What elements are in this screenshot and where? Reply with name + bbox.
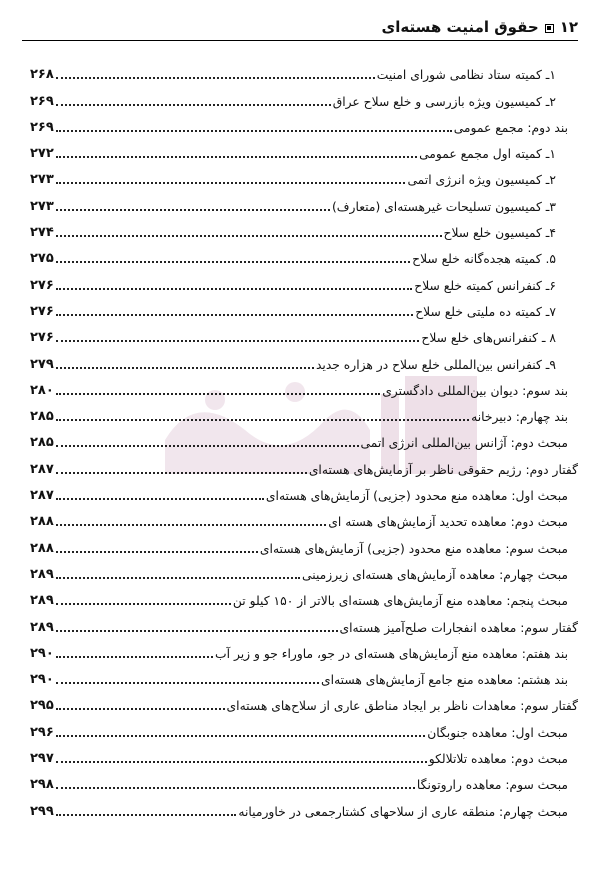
toc-entry-page: ۲۹۵ <box>30 698 54 714</box>
toc-entry-page: ۲۷۶ <box>30 277 54 293</box>
dot-leader <box>56 209 330 211</box>
toc-entry-title: ۴ـ کمیسیون خلع سلاح <box>443 226 556 241</box>
toc-entry <box>30 531 578 557</box>
toc-entry-title: ۹ـ کنفرانس بین‌المللی خلع سلاح در هزاره جدید <box>315 357 556 372</box>
toc-entry-page: ۲۸۰ <box>30 382 54 398</box>
toc-entry-title: مبحث اول: معاهده منع محدود (جزیی) آزمایش‌های هسته‌ای <box>265 489 568 504</box>
toc-entry-page: ۲۸۵ <box>30 435 54 451</box>
toc-entry <box>30 689 578 715</box>
toc-entry <box>30 479 578 505</box>
toc-entry-title: ۷ـ کمیته ده ملیتی خلع سلاح <box>415 304 556 319</box>
toc-entry-title: بند چهارم: دبیرخانه <box>471 410 568 425</box>
toc-entry-page: ۲۸۸ <box>30 540 54 556</box>
toc-entry <box>30 137 578 163</box>
page-header <box>22 14 578 41</box>
toc-entry-page: ۲۶۸ <box>30 67 54 83</box>
toc-entry-title: بند هفتم: معاهده منع آزمایش‌های هسته‌ای در جو، ماوراء جو و زیر آب <box>215 646 568 661</box>
toc-entry-title: مبحث دوم: معاهده تحدید آزمایش‌های هسته ای <box>328 515 568 530</box>
dot-leader <box>56 288 412 290</box>
toc-entry-page: ۲۸۹ <box>30 593 54 609</box>
dot-leader <box>56 524 326 526</box>
toc-entry <box>30 216 578 242</box>
toc-entry-page: ۲۸۷ <box>30 488 54 504</box>
toc-entry <box>30 58 578 84</box>
toc-entry-page: ۲۷۳ <box>30 198 54 214</box>
toc-entry-page: ۲۸۹ <box>30 619 54 635</box>
toc-entry-title: مبحث دوم: معاهده تلاتلالکو <box>428 752 568 767</box>
toc-entry-title: گفتار سوم: معاهده انفجارات صلح‌آمیز هسته‌ای <box>339 620 578 635</box>
toc-entry-page: ۲۶۹ <box>30 93 54 109</box>
toc-entry <box>30 163 578 189</box>
toc-entry-page: ۲۶۹ <box>30 119 54 135</box>
toc-entry <box>30 558 578 584</box>
toc-entry-page: ۲۸۸ <box>30 514 54 530</box>
dot-leader <box>56 314 413 316</box>
toc-entry <box>30 426 578 452</box>
toc-entry-page: ۲۹۰ <box>30 672 54 688</box>
toc-entry-page: ۲۹۶ <box>30 724 54 740</box>
toc-entry-page: ۲۷۶ <box>30 330 54 346</box>
toc-entry-title: مبحث اول: معاهده جنوبگان <box>427 725 568 740</box>
toc-entry-page: ۲۹۰ <box>30 645 54 661</box>
toc-entry-title: ۲ـ کمیسیون ویژه انرژی اتمی <box>407 173 556 188</box>
toc-entry-title: مبحث سوم: معاهده راروتونگا <box>416 778 568 793</box>
dot-leader <box>56 472 307 474</box>
toc-entry-page: ۲۸۹ <box>30 566 54 582</box>
toc-entry <box>30 321 578 347</box>
dot-leader <box>56 235 442 237</box>
toc-entry-title: ۲ـ کمیسیون ویژه بازرسی و خلع سلاح عراق <box>332 94 556 109</box>
toc-entry <box>30 295 578 321</box>
toc-entry-title: ۱ـ کمیته ستاد نظامی شورای امنیت <box>376 68 556 83</box>
toc-entry-page: ۲۷۳ <box>30 172 54 188</box>
toc-entry-page: ۲۷۹ <box>30 356 54 372</box>
toc-entry <box>30 268 578 294</box>
dot-leader <box>56 367 314 369</box>
toc-entry <box>30 374 578 400</box>
toc-entry-page: ۲۷۶ <box>30 303 54 319</box>
dot-leader <box>56 419 469 421</box>
dot-leader <box>56 445 359 447</box>
toc-entry-title: گفتار دوم: رژیم حقوقی ناظر بر آزمایش‌های هسته‌ای <box>308 462 578 477</box>
dot-leader <box>56 708 225 710</box>
dot-leader <box>56 156 417 158</box>
toc-entry <box>30 768 578 794</box>
book-title: حقوق امنیت هسته‌ای <box>381 18 539 36</box>
dot-leader <box>56 340 420 342</box>
page-number: ۱۲ <box>559 18 578 36</box>
toc-entry-title: بند دوم: مجمع عمومی <box>453 120 568 135</box>
toc-entry-title: بند هشتم: معاهده منع جامع آزمایش‌های هسته‌ای <box>321 673 568 688</box>
toc-entry-page: ۲۹۹ <box>30 803 54 819</box>
toc-entry <box>30 610 578 636</box>
toc-entry <box>30 663 578 689</box>
dot-leader <box>56 393 380 395</box>
toc-entry <box>30 505 578 531</box>
dot-leader <box>56 104 331 106</box>
toc-entry-title: گفتار سوم: معاهدات ناظر بر ایجاد مناطق عاری از سلاح‌های هسته‌ای <box>226 699 578 714</box>
toc-entry-title: مبحث چهارم: منطقه عاری از سلاحهای کشتارجمعی در خاورمیانه <box>238 804 568 819</box>
toc-entry-title: ۵. کمیته هجده‌گانه خلع سلاح <box>412 252 556 267</box>
toc-entry-title: ۶ـ کنفرانس کمیته خلع سلاح <box>414 278 556 293</box>
dot-leader <box>56 261 410 263</box>
toc-entry <box>30 452 578 478</box>
toc-entry <box>30 584 578 610</box>
dot-leader <box>56 551 258 553</box>
dot-leader <box>56 630 338 632</box>
toc-entry-title: ۳ـ کمیسیون تسلیحات غیرهسته‌ای (متعارف) <box>331 199 556 214</box>
toc-entry-page: ۲۹۸ <box>30 777 54 793</box>
toc-entry-page: ۲۹۷ <box>30 751 54 767</box>
dot-leader <box>56 682 319 684</box>
dot-leader <box>56 603 231 605</box>
toc-entry-title: ۱ـ کمیته اول مجمع عمومی <box>419 147 556 162</box>
dot-leader <box>56 787 415 789</box>
square-bullet-icon <box>545 24 554 33</box>
toc-entry-page: ۲۷۴ <box>30 225 54 241</box>
dot-leader <box>56 182 406 184</box>
toc-entry-title: مبحث دوم: آژانس بین‌المللی انرژی اتمی <box>360 436 568 451</box>
toc-entry <box>30 189 578 215</box>
dot-leader <box>56 498 264 500</box>
dot-leader <box>56 577 300 579</box>
dot-leader <box>56 656 213 658</box>
toc-entry <box>30 637 578 663</box>
toc-entry-title: مبحث سوم: معاهده منع محدود (جزیی) آزمایش‌های هسته‌ای <box>259 541 568 556</box>
toc-entry-page: ۲۷۵ <box>30 251 54 267</box>
toc-entry <box>30 242 578 268</box>
toc-entry-page: ۲۷۲ <box>30 146 54 162</box>
toc-entry-title: مبحث چهارم: معاهده آزمایش‌های هسته‌ای زیرزمینی <box>302 567 568 582</box>
toc-entry-title: ۸ ـ کنفرانس‌های خلع سلاح <box>421 331 556 346</box>
toc-entry <box>30 400 578 426</box>
toc-entry <box>30 794 578 820</box>
toc-entry <box>30 347 578 373</box>
toc-entry-title: بند سوم: دیوان بین‌المللی دادگستری <box>382 383 568 398</box>
toc-entry-page: ۲۸۷ <box>30 461 54 477</box>
toc-entry <box>30 84 578 110</box>
dot-leader <box>56 814 237 816</box>
dot-leader <box>56 761 427 763</box>
dot-leader <box>56 77 375 79</box>
toc-entry-page: ۲۸۵ <box>30 409 54 425</box>
toc-entry <box>30 742 578 768</box>
toc-entry <box>30 111 578 137</box>
dot-leader <box>56 735 425 737</box>
toc-entry-title: مبحث پنجم: معاهده منع آزمایش‌های هسته‌ای بالاتر از ۱۵۰ کیلو تن <box>232 594 568 609</box>
dot-leader <box>56 130 452 132</box>
toc-entry <box>30 715 578 741</box>
table-of-contents <box>30 58 578 821</box>
